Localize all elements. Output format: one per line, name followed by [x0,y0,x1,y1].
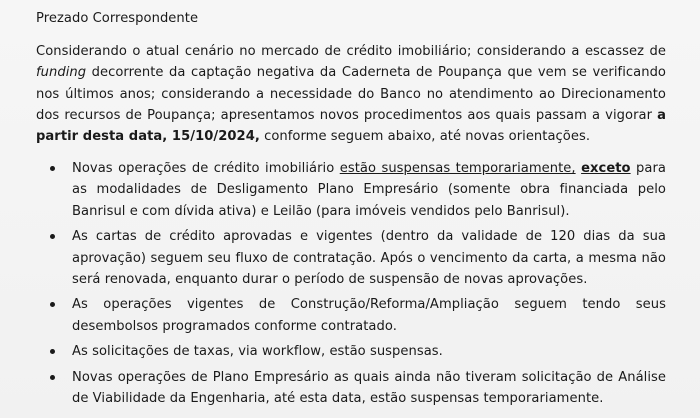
intro-funding-term: funding [36,65,87,81]
intro-text-2: decorrente da captação negativa da Caderneta de Poupança que vem se verificando nos últimos anos; considerando a necessidade do Banco no atendimento ao Direcionamento dos recursos de Poupança; apresentamos novos procedimentos aos quais passam a vigorar [36,65,666,123]
bullet-icon [50,166,55,171]
item1-suspended-phrase: estão suspensas temporariamente, [339,161,576,177]
list-item [36,226,666,290]
item1-except-word: exceto [581,161,631,177]
intro-text-1: Considerando o atual cenário no mercado de crédito imobiliário; considerando a escassez de [36,44,666,60]
item3-text: As operações vigentes de Construção/Reforma/Ampliação seguem tendo seus desembolsos programados conforme contratado. [72,297,666,334]
list-item [36,367,666,409]
greeting: Prezado Correspondente [36,11,199,26]
document-body [36,8,666,414]
item1-text-post: para as modalidades de Desligamento Plano Empresário (somente obra financiada pelo Banrisul e com dívida ativa) e Leilão (para imóveis vendidos pelo Banrisul). [72,161,666,219]
bullet-icon [50,234,55,239]
item4-text: As solicitações de taxas, via workflow, estão suspensas. [72,344,443,360]
intro-effective-date: a partir desta data, 15/10/2024, [36,107,666,145]
bullet-icon [50,349,55,354]
procedure-list [36,158,666,409]
item1-text-pre: Novas operações de crédito imobiliário [72,161,340,177]
item5-text: Novas operações de Plano Empresário as quais ainda não tiveram solicitação de Análise de Viabilidade da Engenharia, até esta data, estão suspensas temporariamente. [72,370,666,407]
item2-text: As cartas de crédito aprovadas e vigentes (dentro da validade de 120 dias da sua aprovação) seguem seu fluxo de contratação. Após o vencimento da carta, a mesma não será renovada, enquanto durar o período de suspensão de novas aprovações. [72,229,666,287]
bullet-icon [50,375,55,380]
list-item [36,294,666,336]
intro-paragraph [36,41,666,147]
list-item [36,341,666,362]
list-item [36,158,666,222]
bullet-icon [50,302,55,307]
intro-text-3: conforme seguem abaixo, até novas orientações. [259,129,591,145]
